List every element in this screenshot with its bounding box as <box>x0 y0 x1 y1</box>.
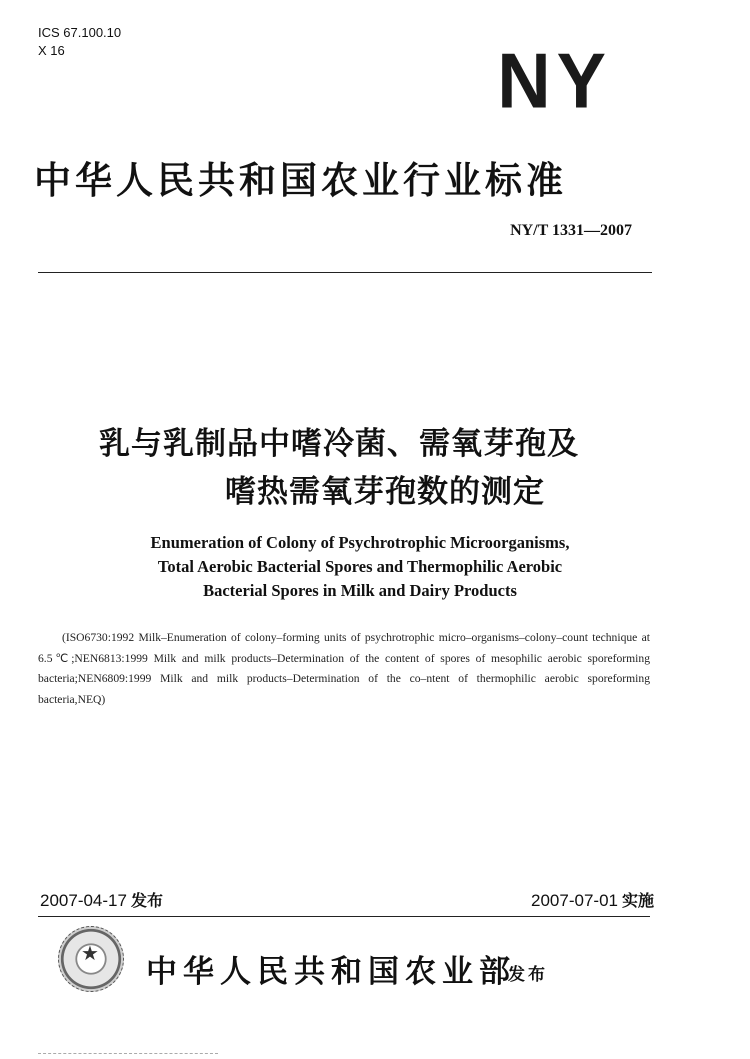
publish-date-value: 2007-04-17 <box>40 891 127 910</box>
footer-line <box>38 1053 218 1054</box>
ministry-emblem-icon <box>58 926 124 992</box>
chinese-title-line2: 嗜热需氧芽孢数的测定 <box>225 474 545 510</box>
top-divider <box>38 272 652 273</box>
classification-codes <box>38 24 121 60</box>
english-title-line3: Bacterial Spores in Milk and Dairy Products <box>203 581 517 600</box>
issued-label: 发布 <box>508 965 548 985</box>
english-title-line1: Enumeration of Colony of Psychrotrophic Microorganisms, <box>150 533 570 552</box>
english-title-line2: Total Aerobic Bacterial Spores and Thermophilic Aerobic <box>157 557 563 576</box>
bottom-divider <box>38 916 650 917</box>
ny-logo: NY <box>497 36 612 125</box>
effective-date <box>531 888 654 911</box>
effective-date-value: 2007-07-01 <box>531 891 618 910</box>
publish-label: 发布 <box>130 891 163 910</box>
class-code: X 16 <box>38 43 65 58</box>
standard-number: NY/T 1331—2007 <box>510 222 632 239</box>
publish-date <box>40 888 163 911</box>
standard-title: 中华人民共和国农业行业标准 <box>34 159 567 202</box>
effective-label: 实施 <box>621 891 654 910</box>
issuing-ministry: 中华人民共和国农业部 <box>146 954 516 990</box>
english-title <box>60 531 660 603</box>
ics-code: ICS 67.100.10 <box>38 25 122 40</box>
reference-standards: (ISO6730:1992 Milk–Enumeration of colony–forming units of psychrotrophic micro–organisms–colony–count technique at 6.5℃;NEN6813:1999 Milk and milk products–Determination of the content of spores of mesophilic aerobic sporeforming bacteria;NEN6809:1999 Milk and milk products–Determination of the co–ntent of thermophilic aerobic sporeforming bacteria,NEQ) <box>38 631 650 706</box>
chinese-title-line1: 乳与乳制品中嗜冷菌、需氧芽孢及 <box>99 426 579 462</box>
